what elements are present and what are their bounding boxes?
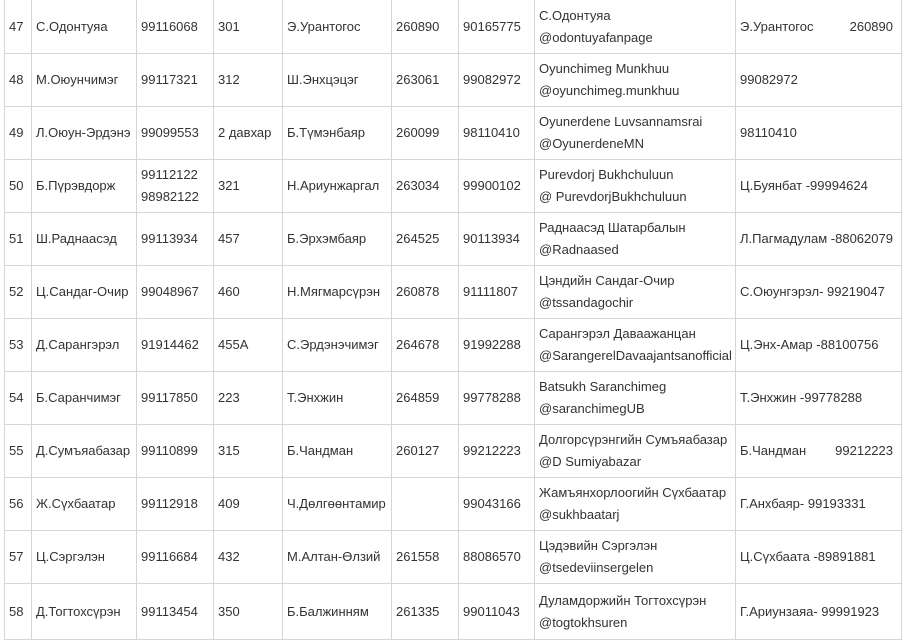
table-row (5, 478, 902, 531)
social-account-line: @odontuyafanpage (539, 29, 653, 45)
social-account-line: @Radnaased (539, 242, 619, 257)
room-number: 301 (214, 0, 283, 54)
mobile: 99082972 (459, 54, 535, 107)
row-number: 51 (5, 213, 32, 266)
row-number: 54 (5, 372, 32, 425)
table-body (5, 0, 902, 640)
social-account (535, 584, 736, 640)
contact-person: Т.Энхжин -99778288 (736, 372, 902, 425)
room-number: 321 (214, 160, 283, 213)
landline: 260878 (392, 266, 459, 319)
assistant-name (283, 213, 392, 266)
table-row (5, 213, 902, 266)
assistant-name-line: Б.Чандман (287, 443, 354, 458)
assistant-name (283, 372, 392, 425)
contacts-table (4, 0, 902, 640)
social-account-line: Oyunchimeg Munkhuu (539, 61, 670, 76)
row-number: 47 (5, 0, 32, 54)
member-phone-line: 98982122 (141, 189, 199, 204)
room-number: 460 (214, 266, 283, 319)
contact-person: Г.Ариунзаяа- 99991923 (736, 584, 902, 640)
mobile: 99900102 (459, 160, 535, 213)
contact-person: Ц.Энх-Амар -88100756 (736, 319, 902, 372)
assistant-name-line: М.Алтан-Өлзий (287, 549, 381, 564)
landline: 263061 (392, 54, 459, 107)
member-phone (137, 0, 214, 54)
landline: 261335 (392, 584, 459, 640)
social-account (535, 160, 736, 213)
member-phone (137, 478, 214, 531)
landline: 264678 (392, 319, 459, 372)
member-phone-line: 99099553 (141, 125, 199, 140)
member-phone (137, 266, 214, 319)
table-row (5, 425, 902, 478)
social-account-line: Цэндийн Сандаг-Очир (539, 273, 675, 288)
social-account (535, 372, 736, 425)
member-name: Ц.Сэргэлэн (32, 531, 137, 584)
mobile: 90113934 (459, 213, 535, 266)
row-number: 57 (5, 531, 32, 584)
assistant-name-line: Ш.Энхцэцэг (287, 72, 359, 87)
contact-person: Г.Анхбаяр- 99193331 (736, 478, 902, 531)
landline: 260099 (392, 107, 459, 160)
landline: 261558 (392, 531, 459, 584)
contact-phone: 260890 (849, 18, 893, 34)
assistant-name (283, 160, 392, 213)
member-phone (137, 531, 214, 584)
social-account (535, 107, 736, 160)
assistant-name-line: Т.Энхжин (287, 390, 344, 405)
social-account-line: @saranchimegUB (539, 401, 645, 416)
social-account-line: Долгорсүрэнгийн Сумъяабазар (539, 432, 728, 447)
room-number: 312 (214, 54, 283, 107)
table-row (5, 107, 902, 160)
assistant-name (283, 107, 392, 160)
member-phone-line: 99048967 (141, 284, 199, 299)
room-number: 409 (214, 478, 283, 531)
social-account (535, 531, 736, 584)
room-number: 315 (214, 425, 283, 478)
table-row (5, 160, 902, 213)
assistant-name-line: Ч.Дөлгөөнтамир (287, 496, 386, 511)
social-account-line: Batsukh Saranchimeg (539, 379, 667, 394)
contact-name: Э.Урантогос (740, 18, 814, 34)
contact-person: Ц.Буянбат -99994624 (736, 160, 902, 213)
landline: 260890 (392, 0, 459, 54)
assistant-name (283, 425, 392, 478)
table-row (5, 0, 902, 54)
room-number: 350 (214, 584, 283, 640)
row-number: 49 (5, 107, 32, 160)
mobile: 99212223 (459, 425, 535, 478)
contact-person (736, 425, 902, 478)
assistant-name (283, 478, 392, 531)
room-number: 455А (214, 319, 283, 372)
table-row (5, 584, 902, 640)
social-account-line: Сарангэрэл Даваажанцан (539, 326, 696, 341)
mobile: 91992288 (459, 319, 535, 372)
member-phone (137, 584, 214, 640)
social-account (535, 54, 736, 107)
mobile: 99011043 (459, 584, 535, 640)
row-number: 56 (5, 478, 32, 531)
assistant-name (283, 584, 392, 640)
mobile: 90165775 (459, 0, 535, 54)
social-account-line: Purevdorj Bukhchuluun (539, 167, 674, 182)
assistant-name (283, 54, 392, 107)
assistant-name-line: Б.Эрхэмбаяр (287, 231, 367, 246)
contact-person: 99082972 (736, 54, 902, 107)
room-number: 457 (214, 213, 283, 266)
mobile: 98110410 (459, 107, 535, 160)
member-name: Д.Сарангэрэл (32, 319, 137, 372)
contact-phone: 99212223 (835, 443, 893, 458)
member-phone-line: 99116068 (141, 18, 198, 34)
social-account-line: С.Одонтуяа (539, 7, 611, 23)
contact-person: 98110410 (736, 107, 902, 160)
row-number: 50 (5, 160, 32, 213)
mobile: 99043166 (459, 478, 535, 531)
assistant-name (283, 531, 392, 584)
landline: 263034 (392, 160, 459, 213)
member-phone (137, 54, 214, 107)
member-name: Ш.Раднаасэд (32, 213, 137, 266)
row-number: 48 (5, 54, 32, 107)
row-number: 53 (5, 319, 32, 372)
social-account-line: @D Sumiyabazar (539, 454, 642, 469)
row-number: 52 (5, 266, 32, 319)
member-name: Ц.Сандаг-Очир (32, 266, 137, 319)
contact-person (736, 0, 902, 54)
landline: 260127 (392, 425, 459, 478)
contact-person: С.Оюунгэрэл- 99219047 (736, 266, 902, 319)
assistant-name-line: Н.Ариунжаргал (287, 178, 380, 193)
member-phone (137, 425, 214, 478)
social-account-line: @tsedeviinsergelen (539, 560, 654, 575)
member-phone (137, 372, 214, 425)
table-row (5, 372, 902, 425)
member-phone-line: 99113454 (141, 603, 198, 619)
social-account-line: @tssandagochir (539, 295, 634, 310)
room-number: 223 (214, 372, 283, 425)
assistant-name (283, 266, 392, 319)
member-name: М.Оюунчимэг (32, 54, 137, 107)
table-row (5, 319, 902, 372)
member-phone-line: 99110899 (141, 443, 198, 458)
social-account-line: Дуламдоржийн Тогтохсүрэн (539, 592, 707, 608)
landline: 264525 (392, 213, 459, 266)
social-account (535, 425, 736, 478)
assistant-name-line: Э.Урантогос (287, 18, 361, 34)
row-number: 55 (5, 425, 32, 478)
social-account (535, 213, 736, 266)
room-number: 2 давхар (214, 107, 283, 160)
member-name: Д.Тогтохсүрэн (32, 584, 137, 640)
member-phone (137, 319, 214, 372)
member-phone-line: 99116684 (141, 549, 198, 564)
table-row (5, 266, 902, 319)
table-row (5, 54, 902, 107)
member-name: Д.Сумъяабазар (32, 425, 137, 478)
assistant-name-line: Б.Балжинням (287, 603, 369, 619)
member-phone (137, 160, 214, 213)
social-account (535, 0, 736, 54)
member-name: Б.Пүрэвдорж (32, 160, 137, 213)
row-number: 58 (5, 584, 32, 640)
member-name: С.Одонтуяа (32, 0, 137, 54)
social-account-line: Раднаасэд Шатарбалын (539, 220, 686, 235)
social-account (535, 319, 736, 372)
member-phone-line: 99117850 (141, 390, 198, 405)
landline: 264859 (392, 372, 459, 425)
contact-person: Ц.Сүхбаата -89891881 (736, 531, 902, 584)
social-account-line: Oyunerdene Luvsannamsrai (539, 114, 703, 129)
assistant-name (283, 319, 392, 372)
assistant-name-line: С.Эрдэнэчимэг (287, 337, 379, 352)
social-account-line: @OyunerdeneMN (539, 136, 644, 151)
assistant-name-line: Н.Мягмарсүрэн (287, 284, 381, 299)
member-phone-line: 91914462 (141, 337, 199, 352)
mobile: 99778288 (459, 372, 535, 425)
social-account-line: @togtokhsuren (539, 614, 628, 630)
member-name: Б.Саранчимэг (32, 372, 137, 425)
member-phone-line: 99117321 (141, 72, 198, 87)
social-account (535, 478, 736, 531)
room-number: 432 (214, 531, 283, 584)
member-name: Ж.Сүхбаатар (32, 478, 137, 531)
landline (392, 478, 459, 531)
member-name: Л.Оюун-Эрдэнэ (32, 107, 137, 160)
assistant-name (283, 0, 392, 54)
contact-name: Б.Чандман (740, 443, 807, 458)
assistant-name-line: Б.Түмэнбаяр (287, 125, 365, 140)
social-account-line: Жамъянхорлоогийн Сүхбаатар (539, 485, 727, 500)
member-phone (137, 213, 214, 266)
social-account-line: @SarangerelDavaajantsanofficial (539, 348, 732, 363)
social-account (535, 266, 736, 319)
mobile: 91111807 (459, 266, 535, 319)
member-phone-line: 99112122 (141, 167, 198, 182)
member-phone (137, 107, 214, 160)
member-phone-line: 99113934 (141, 231, 198, 246)
table-row (5, 531, 902, 584)
mobile: 88086570 (459, 531, 535, 584)
social-account-line: @oyunchimeg.munkhuu (539, 83, 680, 98)
social-account-line: Цэдэвийн Сэргэлэн (539, 538, 658, 553)
social-account-line: @sukhbaatarj (539, 507, 620, 522)
member-phone-line: 99112918 (141, 496, 198, 511)
social-account-line: @ PurevdorjBukhchuluun (539, 189, 687, 204)
contact-person: Л.Пагмадулам -88062079 (736, 213, 902, 266)
